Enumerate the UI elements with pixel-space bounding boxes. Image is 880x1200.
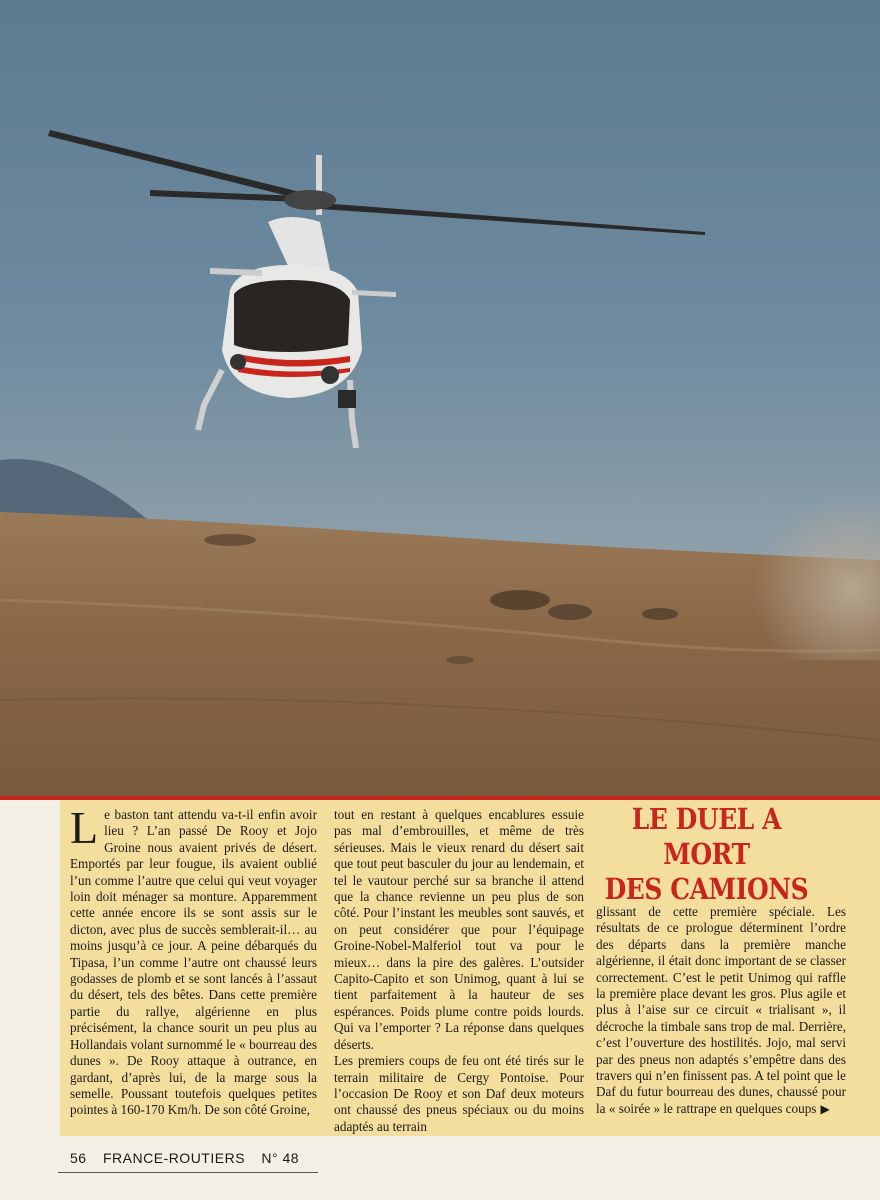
issue-number: N° 48 — [261, 1150, 300, 1166]
column-2-paragraph-2: Les premiers coups de feu ont été tirés sur le terrain militaire de Cergy Pontoise. Pour l’occasion De Rooy et son Daf deux moteurs ont chaussé des pneus spéciaux ou du moins adaptés au terrain — [334, 1053, 584, 1134]
footer-rule — [58, 1172, 318, 1173]
headline-line-2: DES CAMIONS — [604, 872, 809, 906]
article-column-1 — [70, 802, 317, 1119]
headline-line-1: LE DUEL A MORT — [631, 802, 782, 871]
page-footer — [70, 1150, 311, 1166]
column-2-paragraph-1: tout en restant à quelques encablures essuie pas mal d’embrouilles, et même de très sérieuses. Mais le vieux renard du désert sait que tout peut basculer du jour au lendemain, et tel le vautour perché sur sa branche il attend que la chance revienne un peu plus de son côté. Pour l’instant les meubles sont sauvés, et on peut considérer que pour l’équipage Groine-Nobel-Malferiol tout va pour le mieux… dans la pire des galères. L’outsider Capito-Capito et son Unimog, quant à lui se tient parfaitement à la hauteur de ses espérances. Poids plume contre poids lourds. Qui va l’emporter ? La réponse dans quelques déserts. — [334, 807, 584, 1052]
continue-arrow-icon: ▶ — [820, 1101, 830, 1116]
drop-cap: L — [70, 802, 99, 853]
magazine-name: FRANCE-ROUTIERS — [102, 1150, 246, 1166]
article-headline — [586, 802, 827, 907]
column-1-text: e baston tant attendu va-t-il enfin avoir lieu ? L’an passé De Rooy et Jojo Groine nous avaient privés de désert. Emportés par leur fougue, ils avaient oublié l’un comme l’autre que celui qui veut voyager loin doit ménager sa monture. Apparemment cette année encore ils se sont assis sur le dicton, avec plus de succès semblerait-il… au moins jusqu’à ce jour. A peine débarqués du Tipasa, l’un comme l’autre ont chaussé leurs godasses de plomb et se sont lancés à l’assaut du désert, tels des bêtes. Dans cette première partie du rallye, algérienne en plus précisément, la chance sourit un peu plus au Hollandais volant surnommé le « bourreau des dunes ». De Rooy attaque à outrance, en gardant, d’après lui, de la marge sous la semelle. Poussant toutefois quelques petites pointes à 160-170 Km/h. De son côté Groine, — [70, 807, 317, 1118]
column-3-text: glissant de cette première spéciale. Les résultats de ce prologue déterminent l’ordre des départs dans la première manche algérienne, il était donc important de se classer correctement. C’est le petit Unimog qui raffle la première place devant les gros. Plus agile et plus à l’aise sur ce circuit « trialisant », il décroche la timbale sans trop de mal. Derrière, c’est l’ouverture des hostilités. Jojo, mal servi par des pneus non adaptés s’empêtre dans des travers qui n’en finissent pas. A tel point que le Daf du futur bourreau des dunes, chaussé pour la « soirée » le rattrape en quelques coups — [596, 904, 846, 1116]
article-column-3 — [596, 904, 846, 1117]
article-column-2 — [334, 807, 584, 1135]
page-number: 56 — [70, 1150, 87, 1166]
